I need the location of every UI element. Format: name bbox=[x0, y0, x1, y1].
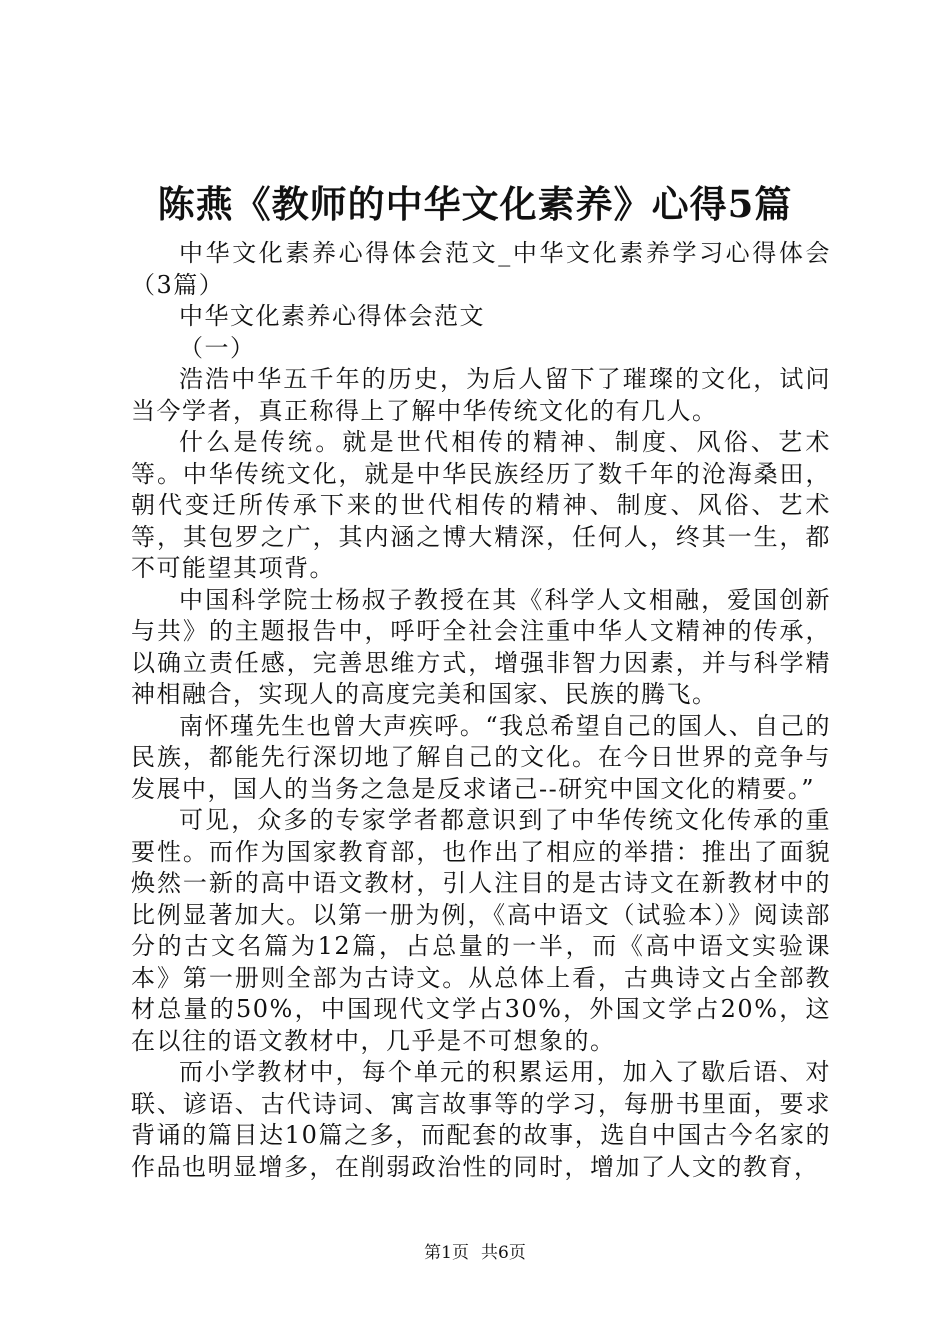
paragraph-heading: 中华文化素养心得体会范文 bbox=[179, 302, 485, 330]
paragraph-subtitle: 中华文化素养心得体会范文_中华文化素养学习心得体会（3篇） bbox=[131, 239, 831, 299]
document-title: 陈燕《教师的中华文化素养》心得5篇 bbox=[157, 182, 793, 226]
paragraph: 南怀瑾先生也曾大声疾呼。“我总希望自己的国人、自己的民族，都能先行深切地了解自己的文化。在今日世界的竞争与发展中，国人的当务之急是反求诸己--研究中国文化的精要。” bbox=[131, 711, 831, 803]
page-footer bbox=[0, 1241, 950, 1265]
page-number: 第1页 bbox=[424, 1243, 469, 1263]
document-body bbox=[131, 238, 831, 1183]
paragraph: 什么是传统。就是世代相传的精神、制度、风俗、艺术等。中华传统文化，就是中华民族经历了数千年的沧海桑田，朝代变迁所传承下来的世代相传的精神、制度、风俗、艺术等，其包罗之广，其内涵之博大精深，任何人，终其一生，都不可能望其项背。 bbox=[131, 428, 831, 582]
paragraph: 中国科学院士杨叔子教授在其《科学人文相融，爱国创新与共》的主题报告中，呼吁全社会注重中华人文精神的传承，以确立责任感，完善思维方式，增强非智力因素，并与科学精神相融合，实现人的高度完美和国家、民族的腾飞。 bbox=[131, 585, 831, 708]
paragraph: 可见，众多的专家学者都意识到了中华传统文化传承的重要性。而作为国家教育部，也作出了相应的举措：推出了面貌焕然一新的高中语文教材，引人注目的是古诗文在新教材中的比例显著加大。以第一册为例，《高中语文（试验本）》阅读部分的古文名篇为12篇，占总量的一半，而《高中语文实验课本》第一册则全部为古诗文。从总体上看，古典诗文占全部教材总量的50%，中国现代文学占30%，外国文学占20%，这在以往的语文教材中，几乎是不可想象的。 bbox=[131, 806, 831, 1055]
paragraph-section-number: （一） bbox=[179, 333, 256, 362]
paragraph: 浩浩中华五千年的历史，为后人留下了璀璨的文化，试问当今学者，真正称得上了解中华传统文化的有几人。 bbox=[131, 365, 831, 425]
page-count: 共6页 bbox=[481, 1243, 526, 1263]
paragraph: 而小学教材中，每个单元的积累运用，加入了歇后语、对联、谚语、古代诗词、寓言故事等的学习，每册书里面，要求背诵的篇目达10篇之多，而配套的故事，选自中国古今名家的作品也明显增多，在削弱政治性的同时，增加了人文的教育， bbox=[131, 1058, 831, 1181]
